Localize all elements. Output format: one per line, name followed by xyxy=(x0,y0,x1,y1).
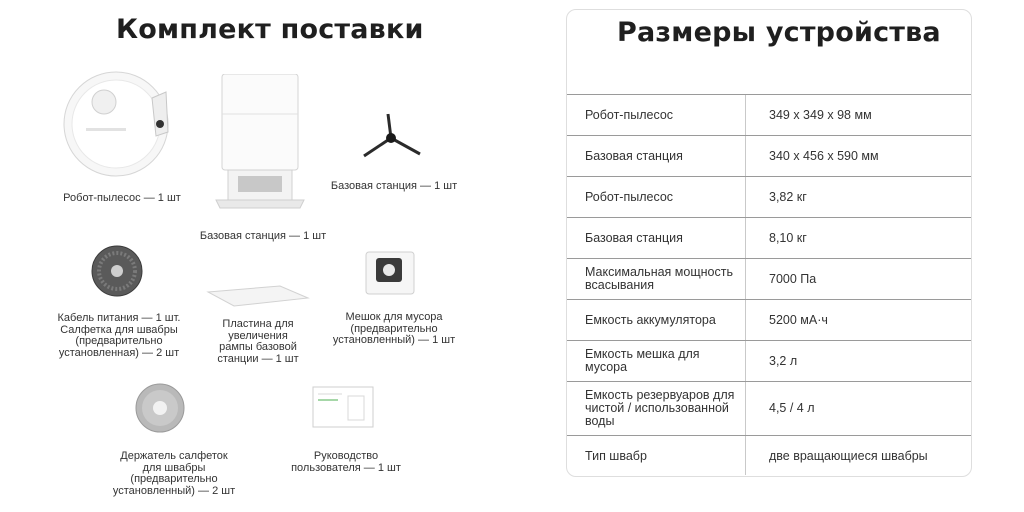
row-label: Тип швабр xyxy=(585,448,647,463)
row-label: Емкость резервуаров для чистой / использованной воды xyxy=(585,388,735,428)
dimensions-panel xyxy=(566,9,972,477)
robot-vacuum-image xyxy=(62,70,170,178)
row-value: 340 x 456 x 590 мм xyxy=(769,148,879,163)
row-value: 3,82 кг xyxy=(769,189,807,204)
item-robot-caption: Робот-пылесос — 1 шт xyxy=(63,192,181,204)
table-row xyxy=(567,94,971,135)
table-row xyxy=(567,381,971,435)
table-row xyxy=(567,258,971,299)
mop-cloth-image xyxy=(134,382,186,434)
base-station-image xyxy=(214,74,306,214)
item-cable-mop-caption: Кабель питания — 1 шт. Салфетка для швабры (предварительно установленная) — 2 шт xyxy=(57,312,181,359)
row-value: 8,10 кг xyxy=(769,230,807,245)
row-label: Базовая станция xyxy=(585,230,683,245)
item-ramp-caption: Пластина для увеличения рампы базовой станции — 1 шт xyxy=(217,318,299,365)
row-value: 3,2 л xyxy=(769,353,798,368)
row-label: Робот-пылесос xyxy=(585,189,674,204)
row-label: Робот-пылесос xyxy=(585,107,674,122)
row-label: Емкость мешка для мусора xyxy=(585,347,700,374)
row-value: 5200 мА·ч xyxy=(769,312,828,327)
table-row xyxy=(567,299,971,340)
dust-bag-image xyxy=(364,250,416,296)
item-brush-caption: Базовая станция — 1 шт xyxy=(330,180,458,192)
table-row xyxy=(567,435,971,476)
table-row xyxy=(567,176,971,217)
mop-pad-holder-image xyxy=(90,244,144,298)
item-manual-caption: Руководство пользователя — 1 шт xyxy=(291,450,401,474)
table-row xyxy=(567,340,971,381)
table-row xyxy=(567,135,971,176)
row-label: Базовая станция xyxy=(585,148,683,163)
row-value: 7000 Па xyxy=(769,271,817,286)
ramp-plate-image xyxy=(206,284,310,308)
table-row xyxy=(567,217,971,258)
manual-image xyxy=(312,386,374,428)
package-title: Комплект поставки xyxy=(116,14,424,45)
row-value: две вращающиеся швабры xyxy=(769,448,928,463)
dimensions-title: Размеры устройства xyxy=(617,17,941,48)
row-value: 349 x 349 x 98 мм xyxy=(769,107,872,122)
row-label: Емкость аккумулятора xyxy=(585,312,716,327)
item-bag-caption: Мешок для мусора (предварительно установленный) — 1 шт xyxy=(332,311,456,346)
row-value: 4,5 / 4 л xyxy=(769,401,815,415)
row-label: Максимальная мощность всасывания xyxy=(585,265,733,292)
item-station-caption: Базовая станция — 1 шт xyxy=(199,230,327,242)
side-brush-image xyxy=(358,110,424,166)
item-mop-holder-caption: Держатель салфеток для швабры (предварительно установленный) — 2 шт xyxy=(112,450,236,497)
